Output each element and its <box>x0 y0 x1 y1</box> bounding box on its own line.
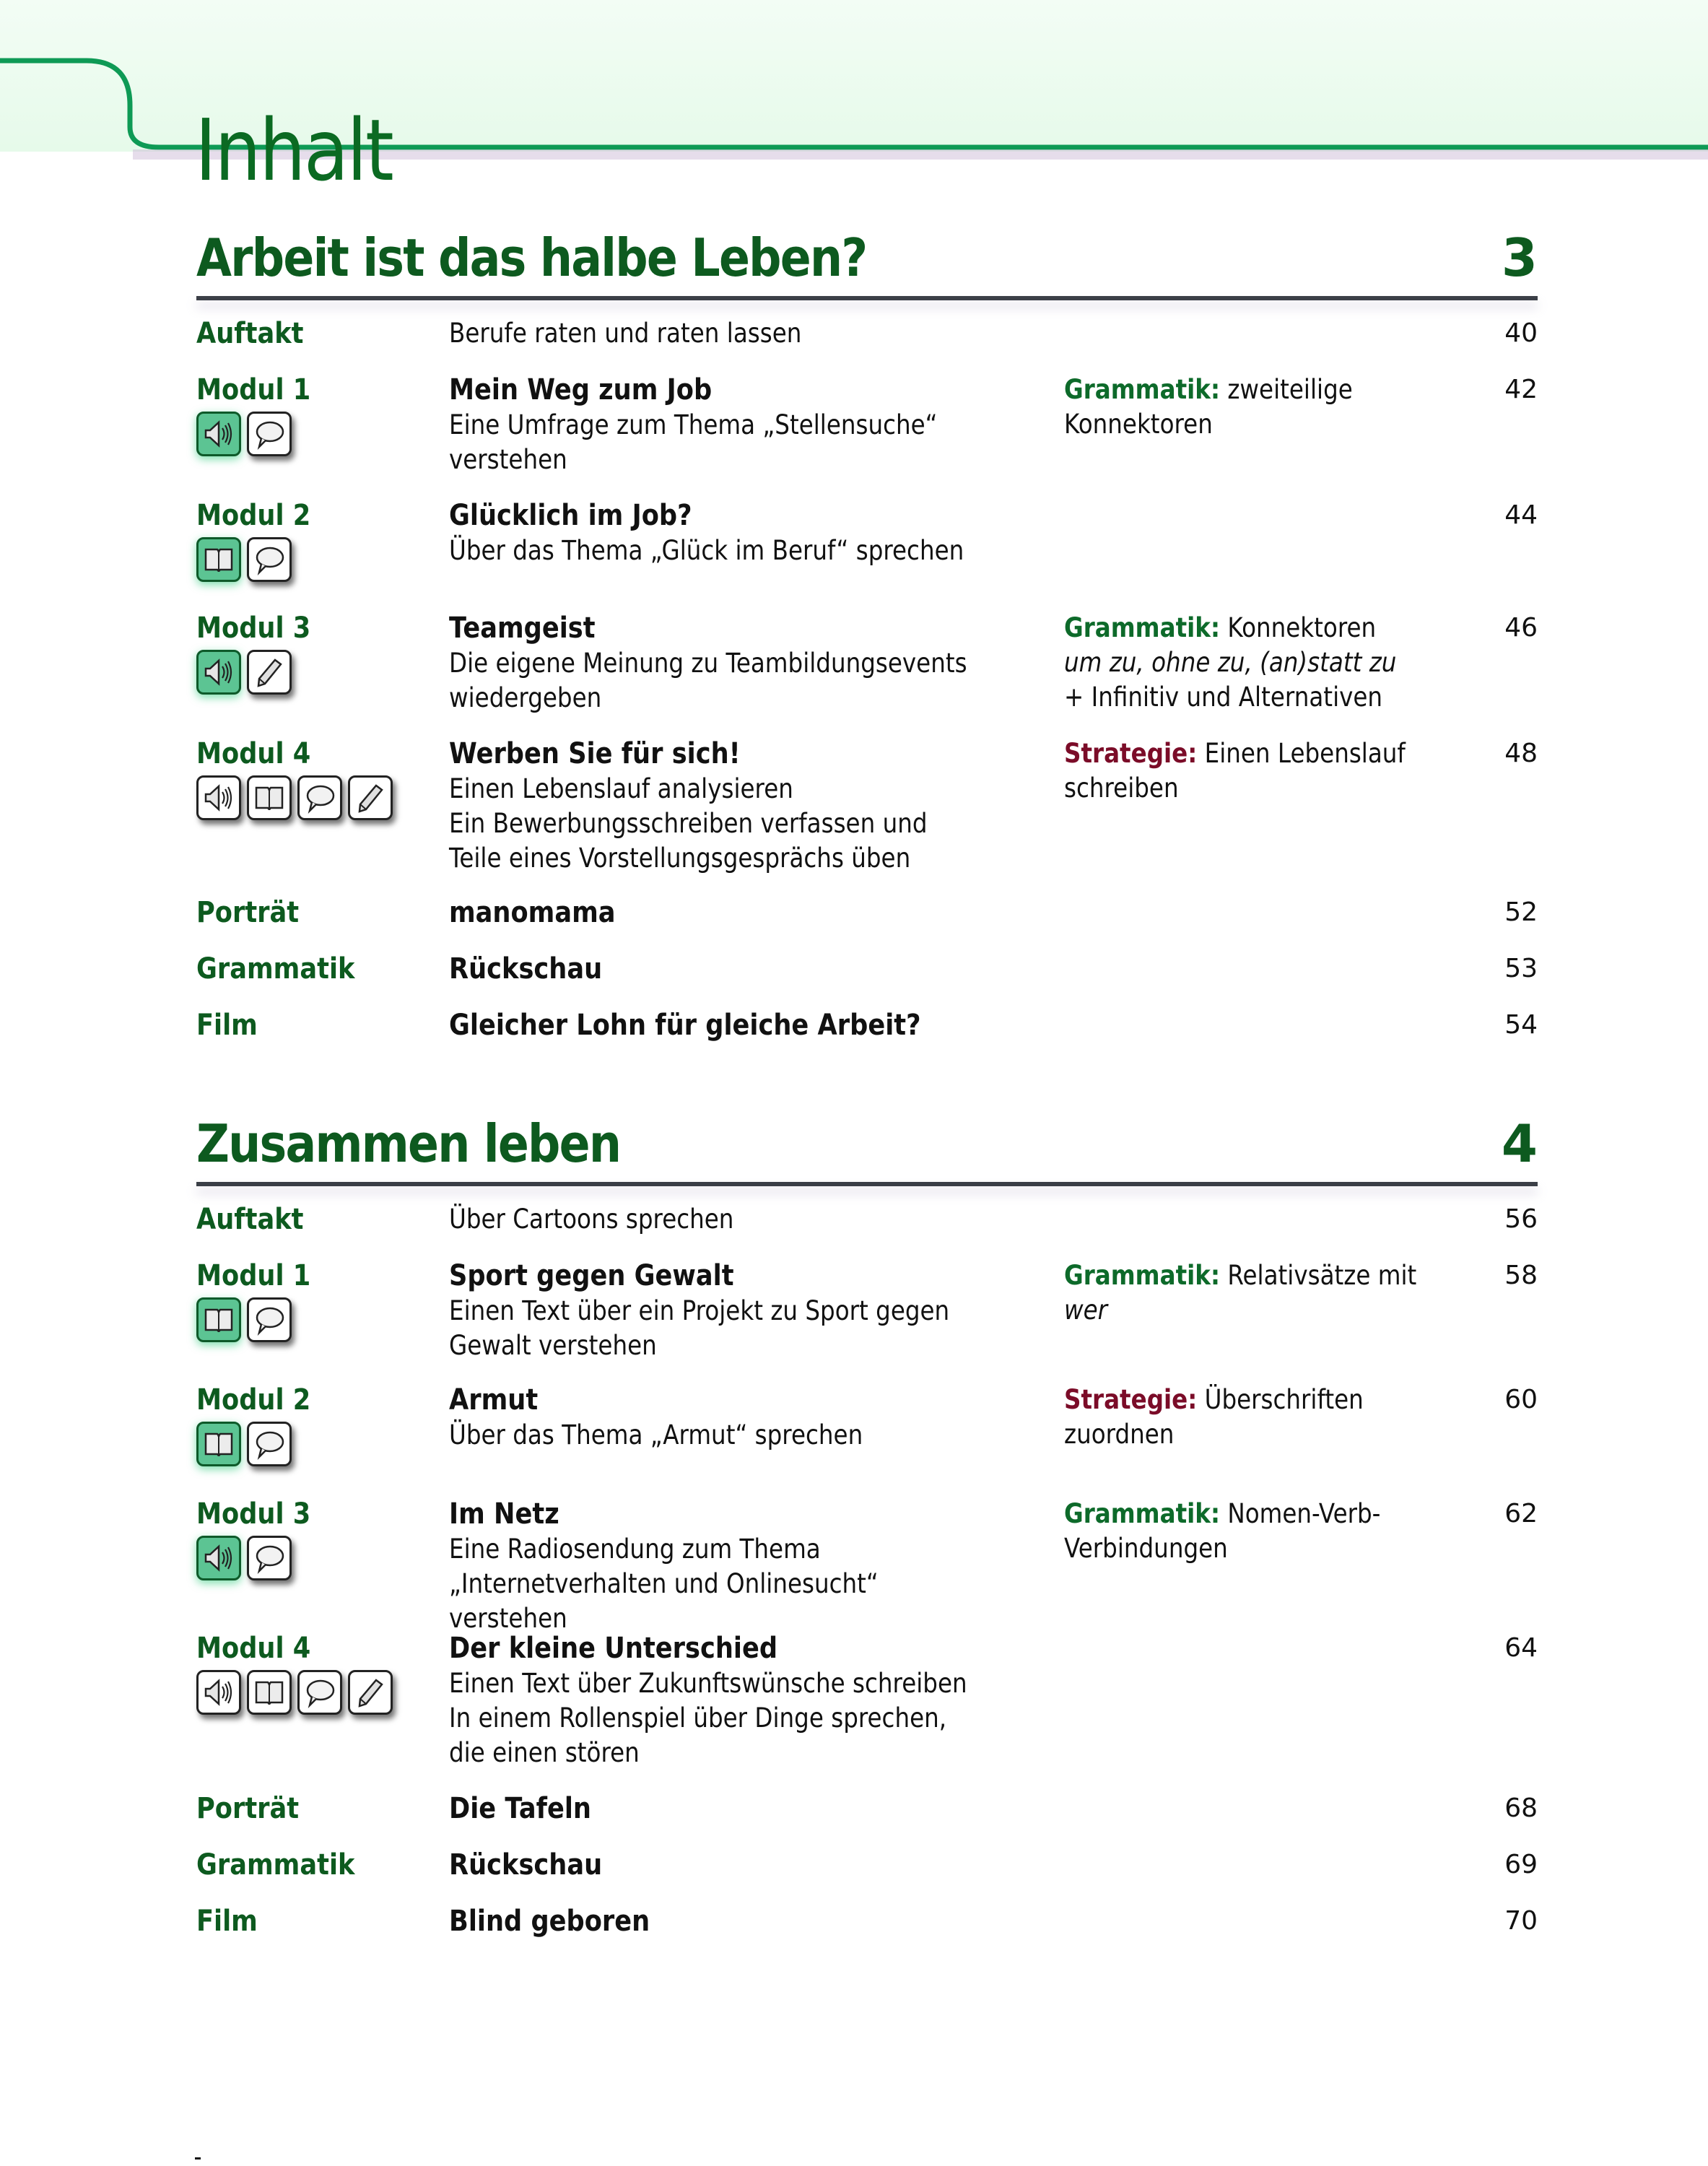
page-number[interactable]: 62 <box>1504 1499 1538 1528</box>
entry-content <box>449 373 970 477</box>
skill-icons <box>196 775 393 820</box>
note-text: Überschriften zuordnen <box>1064 1384 1364 1450</box>
speech-bubble-icon <box>247 537 292 582</box>
pencil-icon <box>348 775 393 820</box>
entry-description: Eine Radiosendung zum Thema „Internetverhalten und Onlinesucht“ verstehen <box>449 1534 879 1634</box>
entry-label: Porträt <box>196 1792 300 1825</box>
entry-description: Die eigene Meinung zu Teambildungsevents wiedergeben <box>449 648 967 713</box>
page-number[interactable]: 53 <box>1504 954 1538 983</box>
entry-label: Modul 4 <box>196 737 311 770</box>
section-divider <box>196 296 1538 300</box>
note-key: Grammatik: <box>1064 1498 1220 1529</box>
speech-bubble-icon <box>247 1297 292 1342</box>
toc-section <box>196 1113 1538 1938</box>
note-text: Relativsätze mit wer <box>1064 1260 1417 1326</box>
speaker-icon <box>196 1536 241 1580</box>
entry-description: Einen Text über Zukunftswünsche schreiben <box>449 1668 967 1699</box>
page-number[interactable]: 58 <box>1504 1261 1538 1290</box>
speaker-icon <box>196 775 241 820</box>
entry-title: Sport gegen Gewalt <box>449 1259 734 1292</box>
entry-content <box>449 952 970 987</box>
speech-bubble-icon <box>247 1422 292 1466</box>
entry-title: Die Tafeln <box>449 1792 591 1825</box>
skill-icons <box>196 412 292 456</box>
entry-title: Blind geboren <box>449 1905 650 1938</box>
entry-label: Porträt <box>196 896 300 929</box>
speech-bubble-icon <box>247 412 292 456</box>
entry-description: Eine Umfrage zum Thema „Stellensuche“ verstehen <box>449 409 938 475</box>
skill-icons <box>196 650 292 695</box>
entry-label: Modul 2 <box>196 499 311 532</box>
speech-bubble-icon <box>247 1536 292 1580</box>
note-text: Konnektoren um zu, ohne zu, (an)statt zu + Infinitiv und Alternativen <box>1064 612 1397 713</box>
entry-description: Einen Text über ein Projekt zu Sport gegen Gewalt verstehen <box>449 1295 950 1361</box>
entry-content <box>449 611 970 716</box>
entry-title: Rückschau <box>449 1848 603 1882</box>
page-number[interactable]: 52 <box>1504 897 1538 927</box>
entry-content <box>449 1383 970 1453</box>
entry-title: Im Netz <box>449 1497 559 1531</box>
entry-label: Grammatik <box>196 1848 355 1882</box>
note-text: Einen Lebenslauf schreiben <box>1064 738 1406 804</box>
section-number: 4 <box>1501 1113 1538 1174</box>
note-key: Strategie: <box>1064 738 1198 769</box>
entry-title: Glücklich im Job? <box>449 499 692 532</box>
note-key: Grammatik: <box>1064 374 1220 405</box>
page-number[interactable]: 44 <box>1504 500 1538 530</box>
entry-content <box>449 316 970 351</box>
strategy-note <box>1064 1383 1420 1452</box>
entry-title: Gleicher Lohn für gleiche Arbeit? <box>449 1009 921 1042</box>
grammar-note <box>1064 1497 1420 1566</box>
book-icon <box>196 537 241 582</box>
page-number[interactable]: 54 <box>1504 1010 1538 1040</box>
toc-section <box>196 227 1538 1042</box>
skill-icons <box>196 1670 393 1715</box>
grammar-note <box>1064 373 1420 442</box>
entry-content <box>449 1202 970 1237</box>
page-number[interactable]: 60 <box>1504 1385 1538 1414</box>
note-text: zweiteilige Konnektoren <box>1064 374 1353 440</box>
entry-content <box>449 1791 970 1827</box>
entry-title: Teamgeist <box>449 612 596 645</box>
grammar-note <box>1064 1258 1420 1328</box>
page-number[interactable]: 56 <box>1504 1204 1538 1234</box>
entry-content <box>449 1631 970 1770</box>
skill-icons <box>196 1422 292 1466</box>
speech-bubble-icon <box>297 775 342 820</box>
entry-description: Ein Bewerbungsschreiben verfassen und Teile eines Vorstellungsgesprächs üben <box>449 808 928 874</box>
entry-content <box>449 895 970 931</box>
entry-description: Über das Thema „Glück im Beruf“ sprechen <box>449 535 964 566</box>
entry-label: Auftakt <box>196 1203 304 1236</box>
speaker-icon <box>196 412 241 456</box>
entry-label: Modul 1 <box>196 1259 311 1292</box>
book-icon <box>247 775 292 820</box>
page-number[interactable]: 40 <box>1504 318 1538 348</box>
page-number[interactable]: 64 <box>1504 1633 1538 1663</box>
page-number[interactable]: 46 <box>1504 613 1538 643</box>
entry-label: Film <box>196 1905 258 1938</box>
pencil-icon <box>247 650 292 695</box>
entry-label: Modul 2 <box>196 1383 311 1417</box>
entry-content <box>449 1497 970 1636</box>
entry-title: Armut <box>449 1383 539 1417</box>
entry-content <box>449 1848 970 1883</box>
speaker-icon <box>196 1670 241 1715</box>
entry-title: Der kleine Unterschied <box>449 1632 778 1665</box>
entry-title: Werben Sie für sich! <box>449 737 741 770</box>
section-header <box>196 227 1538 300</box>
skill-icons <box>196 1536 292 1580</box>
skill-icons <box>196 1297 292 1342</box>
book-icon <box>196 1297 241 1342</box>
page-number[interactable]: 68 <box>1504 1793 1538 1823</box>
entry-label: Modul 3 <box>196 612 311 645</box>
section-title[interactable]: Arbeit ist das halbe Leben? <box>196 227 867 288</box>
entry-content <box>449 498 970 568</box>
entry-label: Grammatik <box>196 952 355 986</box>
speech-bubble-icon <box>297 1670 342 1715</box>
page-number[interactable]: 70 <box>1504 1906 1538 1936</box>
section-header <box>196 1115 1538 1186</box>
page-number[interactable]: 42 <box>1504 375 1538 404</box>
book-icon <box>196 1422 241 1466</box>
entry-description: Über Cartoons sprechen <box>449 1204 734 1235</box>
entry-label: Modul 4 <box>196 1632 311 1665</box>
entry-label: Auftakt <box>196 317 304 350</box>
entry-title: Mein Weg zum Job <box>449 373 713 406</box>
note-key: Strategie: <box>1064 1384 1198 1415</box>
speaker-icon <box>196 650 241 695</box>
entry-description: In einem Rollenspiel über Dinge sprechen, die einen stören <box>449 1702 947 1768</box>
skill-icons <box>196 537 292 582</box>
page-number[interactable]: 69 <box>1504 1850 1538 1879</box>
strategy-note <box>1064 736 1420 806</box>
section-title[interactable]: Zusammen leben <box>196 1113 621 1174</box>
note-key: Grammatik: <box>1064 612 1220 643</box>
entry-content <box>449 1258 970 1363</box>
entry-label: Film <box>196 1009 258 1042</box>
pencil-icon <box>348 1670 393 1715</box>
grammar-note <box>1064 611 1420 715</box>
entry-content <box>449 736 970 876</box>
entry-description: Über das Thema „Armut“ sprechen <box>449 1419 863 1450</box>
section-number: 3 <box>1501 227 1538 288</box>
entry-label: Modul 3 <box>196 1497 311 1531</box>
page-title: Inhalt <box>195 100 393 201</box>
entry-label: Modul 1 <box>196 373 311 406</box>
note-text: Nomen-Verb-Verbindungen <box>1064 1498 1381 1564</box>
book-icon <box>247 1670 292 1715</box>
entry-title: Rückschau <box>449 952 603 986</box>
note-key: Grammatik: <box>1064 1260 1220 1291</box>
entry-title: manomama <box>449 896 616 929</box>
entry-content <box>449 1904 970 1939</box>
entry-description: Berufe raten und raten lassen <box>449 318 802 349</box>
entry-content <box>449 1008 970 1043</box>
entry-description: Einen Lebenslauf analysieren <box>449 773 793 804</box>
page-number[interactable]: 48 <box>1504 739 1538 768</box>
section-divider <box>196 1182 1538 1186</box>
page-footer-mark <box>195 2157 201 2160</box>
